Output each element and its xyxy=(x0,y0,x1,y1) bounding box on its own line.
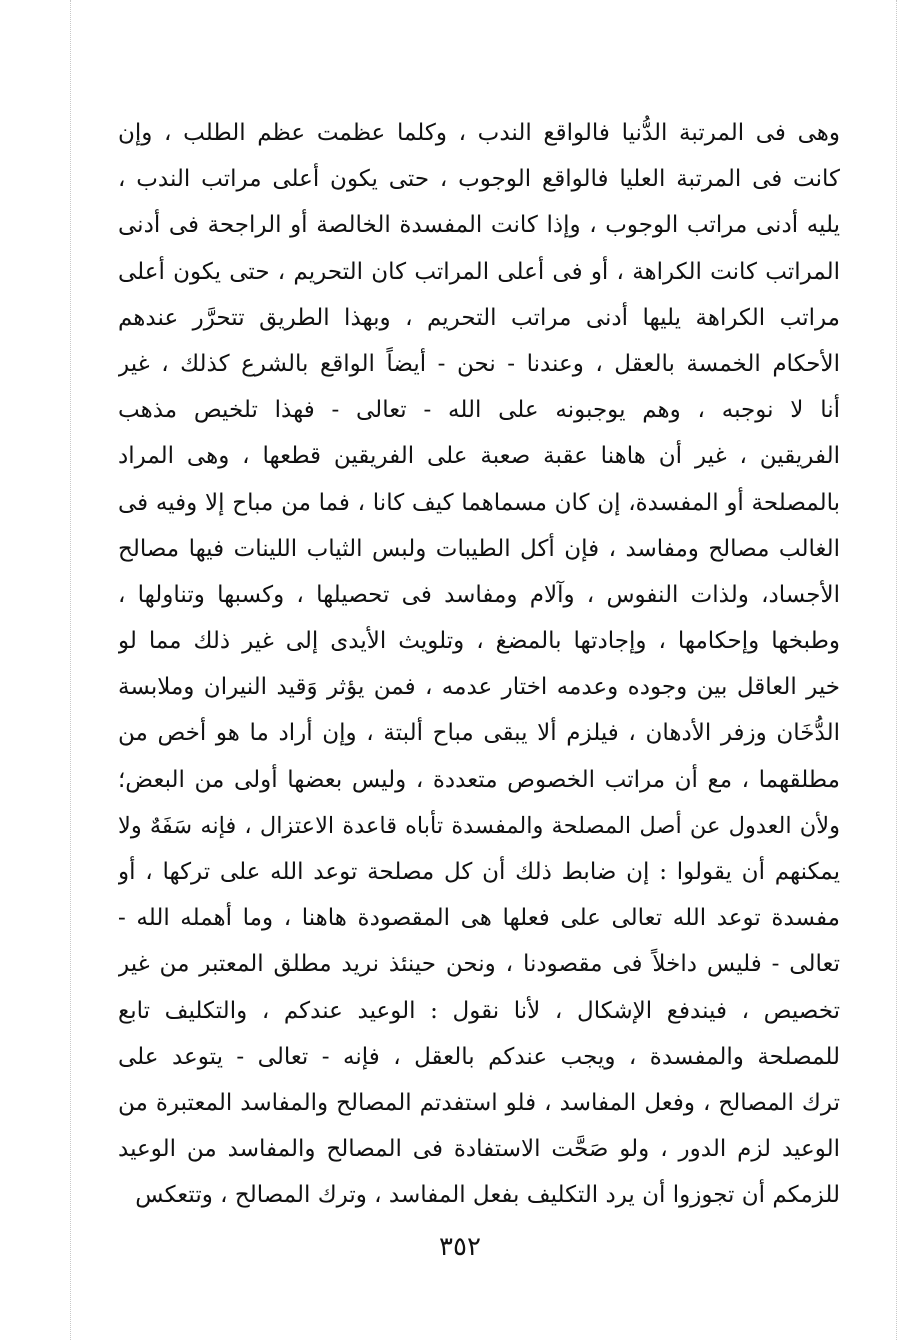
text-line: الوعيد لزم الدور ، ولو صَحَّت الاستفادة فى المصالح والمفاسد من الوعيد xyxy=(118,1136,840,1163)
text-line: وهى فى المرتبة الدُّنيا فالواقع الندب ، وكلما عظمت عظم الطلب ، وإن xyxy=(118,120,840,146)
text-line: الدُّخَان وزفر الأدهان ، فيلزم ألا يبقى مباح ألبتة ، وإن أراد ما هو أخص من xyxy=(118,720,840,747)
text-line: تعالى - فليس داخلاً فى مقصودنا ، ونحن حينئذ نريد مطلق المعتبر من غير xyxy=(118,951,840,978)
text-line: أنا لا نوجبه ، وهم يوجبونه على الله - تعالى - فهذا تلخيص مذهب xyxy=(118,397,840,424)
text-line: مفسدة توعد الله تعالى على فعلها هى المقصودة هاهنا ، وما أهمله الله - xyxy=(118,905,840,932)
text-line: خير العاقل بين وجوده وعدمه اختار عدمه ، فمن يؤثر وَقيد النيران وملابسة xyxy=(118,674,840,701)
text-line: الغالب مصالح ومفاسد ، فإن أكل الطيبات ولبس الثياب اللينات فيها مصالح xyxy=(118,535,840,562)
scan-margin-left xyxy=(70,0,71,1340)
text-line: ترك المصالح ، وفعل المفاسد ، فلو استفدتم المصالح والمفاسد المعتبرة من xyxy=(118,1089,840,1116)
text-line: الأحكام الخمسة بالعقل ، وعندنا - نحن - أيضاً الواقع بالشرع كذلك ، غير xyxy=(118,350,840,377)
text-line: للمصلحة والمفسدة ، ويجب عندكم بالعقل ، فإنه - تعالى - يتوعد على xyxy=(118,1043,840,1070)
text-line: ولأن العدول عن أصل المصلحة والمفسدة تأباه قاعدة الاعتزال ، فإنه سَفَهٌ ولا xyxy=(118,812,840,839)
text-line: بالمصلحة أو المفسدة، إن كان مسماهما كيف كانا ، فما من مباح إلا وفيه فى xyxy=(118,489,840,516)
text-line: يليه أدنى مراتب الوجوب ، وإذا كانت المفسدة الخالصة أو الراجحة فى أدنى xyxy=(118,212,840,239)
text-line: الفريقين ، غير أن هاهنا عقبة صعبة على الفريقين قطعها ، وهى المراد xyxy=(118,443,840,470)
text-line: يمكنهم أن يقولوا : إن ضابط ذلك أن كل مصلحة توعد الله على تركها ، أو xyxy=(118,859,840,885)
body-text xyxy=(118,110,840,1219)
text-line: مراتب الكراهة يليها أدنى مراتب التحريم ، وبهذا الطريق تتحرَّر عندهم xyxy=(118,304,840,331)
text-line: تخصيص ، فيندفع الإشكال ، لأنا نقول : الوعيد عندكم ، والتكليف تابع xyxy=(118,997,840,1024)
text-line: وطبخها وإحكامها ، وإجادتها بالمضغ ، وتلويث الأيدى إلى غير ذلك مما لو xyxy=(118,628,840,655)
text-line: المراتب كانت الكراهة ، أو فى أعلى المراتب كان التحريم ، حتى يكون أعلى xyxy=(118,258,840,285)
text-line: الأجساد، ولذات النفوس ، وآلام ومفاسد فى تحصيلها ، وكسبها وتناولها ، xyxy=(118,581,840,608)
text-line: كانت فى المرتبة العليا فالواقع الوجوب ، حتى يكون أعلى مراتب الندب ، xyxy=(118,166,840,193)
text-line: مطلقهما ، مع أن مراتب الخصوص متعددة ، وليس بعضها أولى من البعض؛ xyxy=(118,766,840,793)
scan-margin-right xyxy=(896,0,897,1340)
text-line: للزمكم أن تجوزوا أن يرد التكليف بفعل المفاسد ، وترك المصالح ، وتتعكس xyxy=(135,1182,840,1209)
page-number: ٣٥٢ xyxy=(439,1232,481,1262)
